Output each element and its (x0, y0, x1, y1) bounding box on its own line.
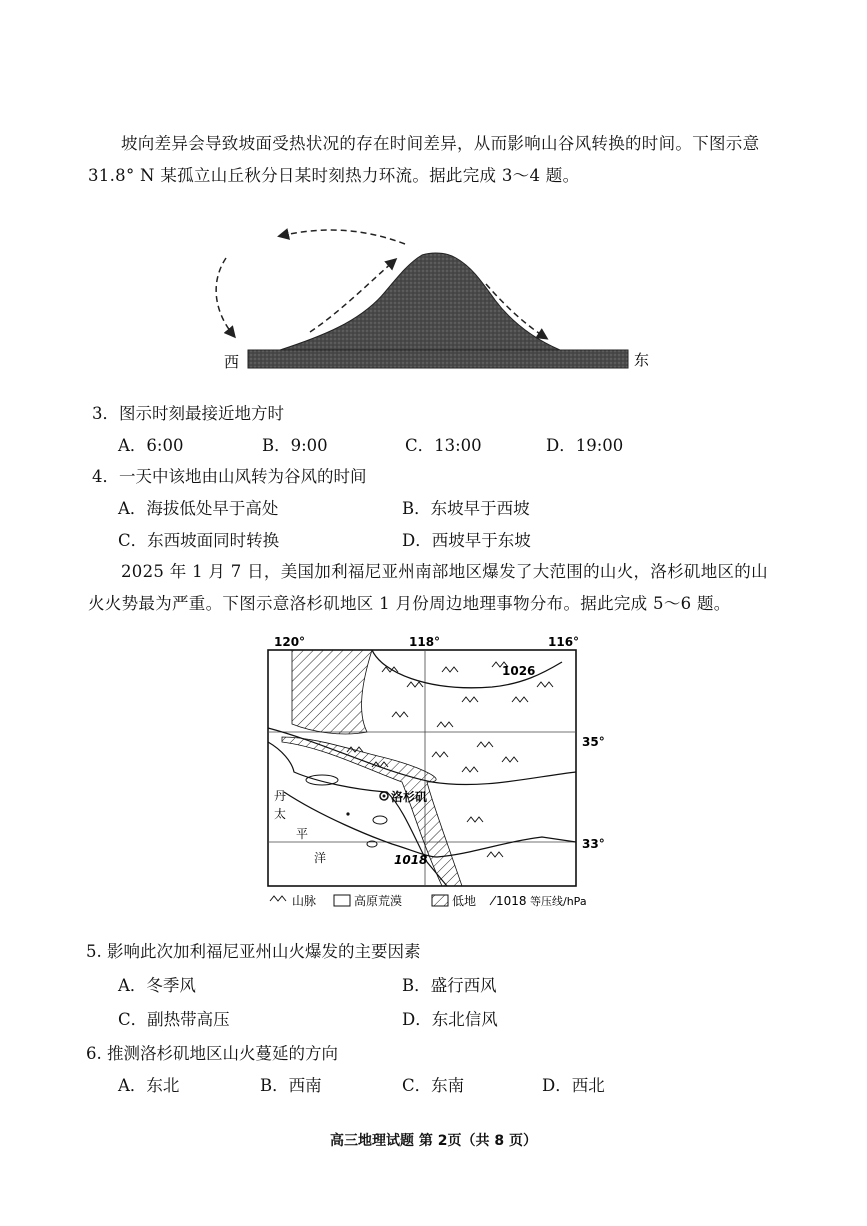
ground-strip (248, 350, 628, 368)
q5-option-a[interactable]: A．冬季风 (118, 976, 196, 995)
question-6-stem: 6. 推测洛杉矶地区山火蔓延的方向 (86, 1044, 338, 1063)
q6-option-b[interactable]: B．西南 (260, 1076, 322, 1095)
label-east: 东 (634, 351, 650, 369)
ocean-label-3: 洋 (314, 851, 327, 865)
isobar-1026-label: 1026 (502, 664, 536, 678)
ocean-label-2: 平 (296, 827, 309, 841)
hill-shape (280, 253, 560, 350)
q4-option-d[interactable]: D．西坡早于东坡 (402, 531, 531, 550)
question-4-stem: 4．一天中该地由山风转为谷风的时间 (92, 467, 367, 486)
q3-option-a[interactable]: A．6:00 (118, 436, 184, 455)
q4-option-b[interactable]: B．东坡早于西坡 (402, 499, 530, 518)
legend-lowland: 低地 (452, 894, 477, 908)
q3-option-b[interactable]: B．9:00 (262, 436, 328, 455)
q6-option-d[interactable]: D．西北 (542, 1076, 605, 1095)
intro-paragraph-1: 坡向差异会导致坡面受热状况的存在时间差异，从而影响山谷风转换的时间。下图示意 31.8° N 某孤立山丘秋分日某时刻热力环流。据此完成 3～4 题。 (88, 134, 760, 185)
los-angeles-map-figure (262, 632, 622, 912)
lon-label-116: 116° (548, 635, 580, 649)
legend-isobar: 等压线/hPa (530, 895, 587, 908)
airflow-arrow-west (216, 258, 234, 336)
lat-label-35: 35° (582, 735, 605, 749)
intro-paragraph-2: 2025 年 1 月 7 日，美国加利福尼亚州南部地区爆发了大范围的山火，洛杉矶地区的山火火势最为严重。下图示意洛杉矶地区 1 月份周边地理事物分布。据此完成 5～6 题。 (88, 562, 768, 613)
legend-mountain: 山脉 (292, 894, 317, 908)
page-footer: 高三地理试题 第 2页（共 8 页） (330, 1133, 537, 1149)
question-3-stem: 3．图示时刻最接近地方时 (92, 404, 284, 423)
legend-isobar-value: 1018 (496, 894, 527, 908)
question-5-stem: 5. 影响此次加利福尼亚州山火爆发的主要因素 (86, 942, 421, 961)
q5-option-d[interactable]: D．东北信风 (402, 1010, 498, 1029)
q3-option-c[interactable]: C．13:00 (405, 436, 482, 455)
q3-option-d[interactable]: D．19:00 (546, 436, 624, 455)
island-4 (346, 812, 349, 815)
isobar-1018-label: 1018 (394, 853, 428, 867)
ocean-prefix-label: 丹 (274, 789, 287, 803)
label-west: 西 (224, 353, 240, 371)
q6-option-a[interactable]: A．东北 (118, 1076, 180, 1095)
city-label: 洛杉矶 (391, 790, 428, 804)
lon-label-118: 118° (409, 635, 441, 649)
legend-desert: 高原荒漠 (354, 894, 403, 908)
lon-label-120: 120° (274, 635, 306, 649)
airflow-arrow-top (280, 230, 405, 244)
lat-label-33: 33° (582, 837, 605, 851)
q4-option-c[interactable]: C．东西坡面同时转换 (118, 531, 280, 550)
q5-option-b[interactable]: B．盛行西风 (402, 976, 497, 995)
ocean-label-1: 太 (274, 807, 287, 821)
hill-circulation-figure (210, 222, 670, 382)
q5-option-c[interactable]: C．副热带高压 (118, 1010, 230, 1029)
q4-option-a[interactable]: A．海拔低处早于高处 (118, 499, 279, 518)
q6-option-c[interactable]: C．东南 (402, 1076, 465, 1095)
lowland-area-northwest (292, 650, 372, 734)
map-legend (270, 893, 587, 908)
